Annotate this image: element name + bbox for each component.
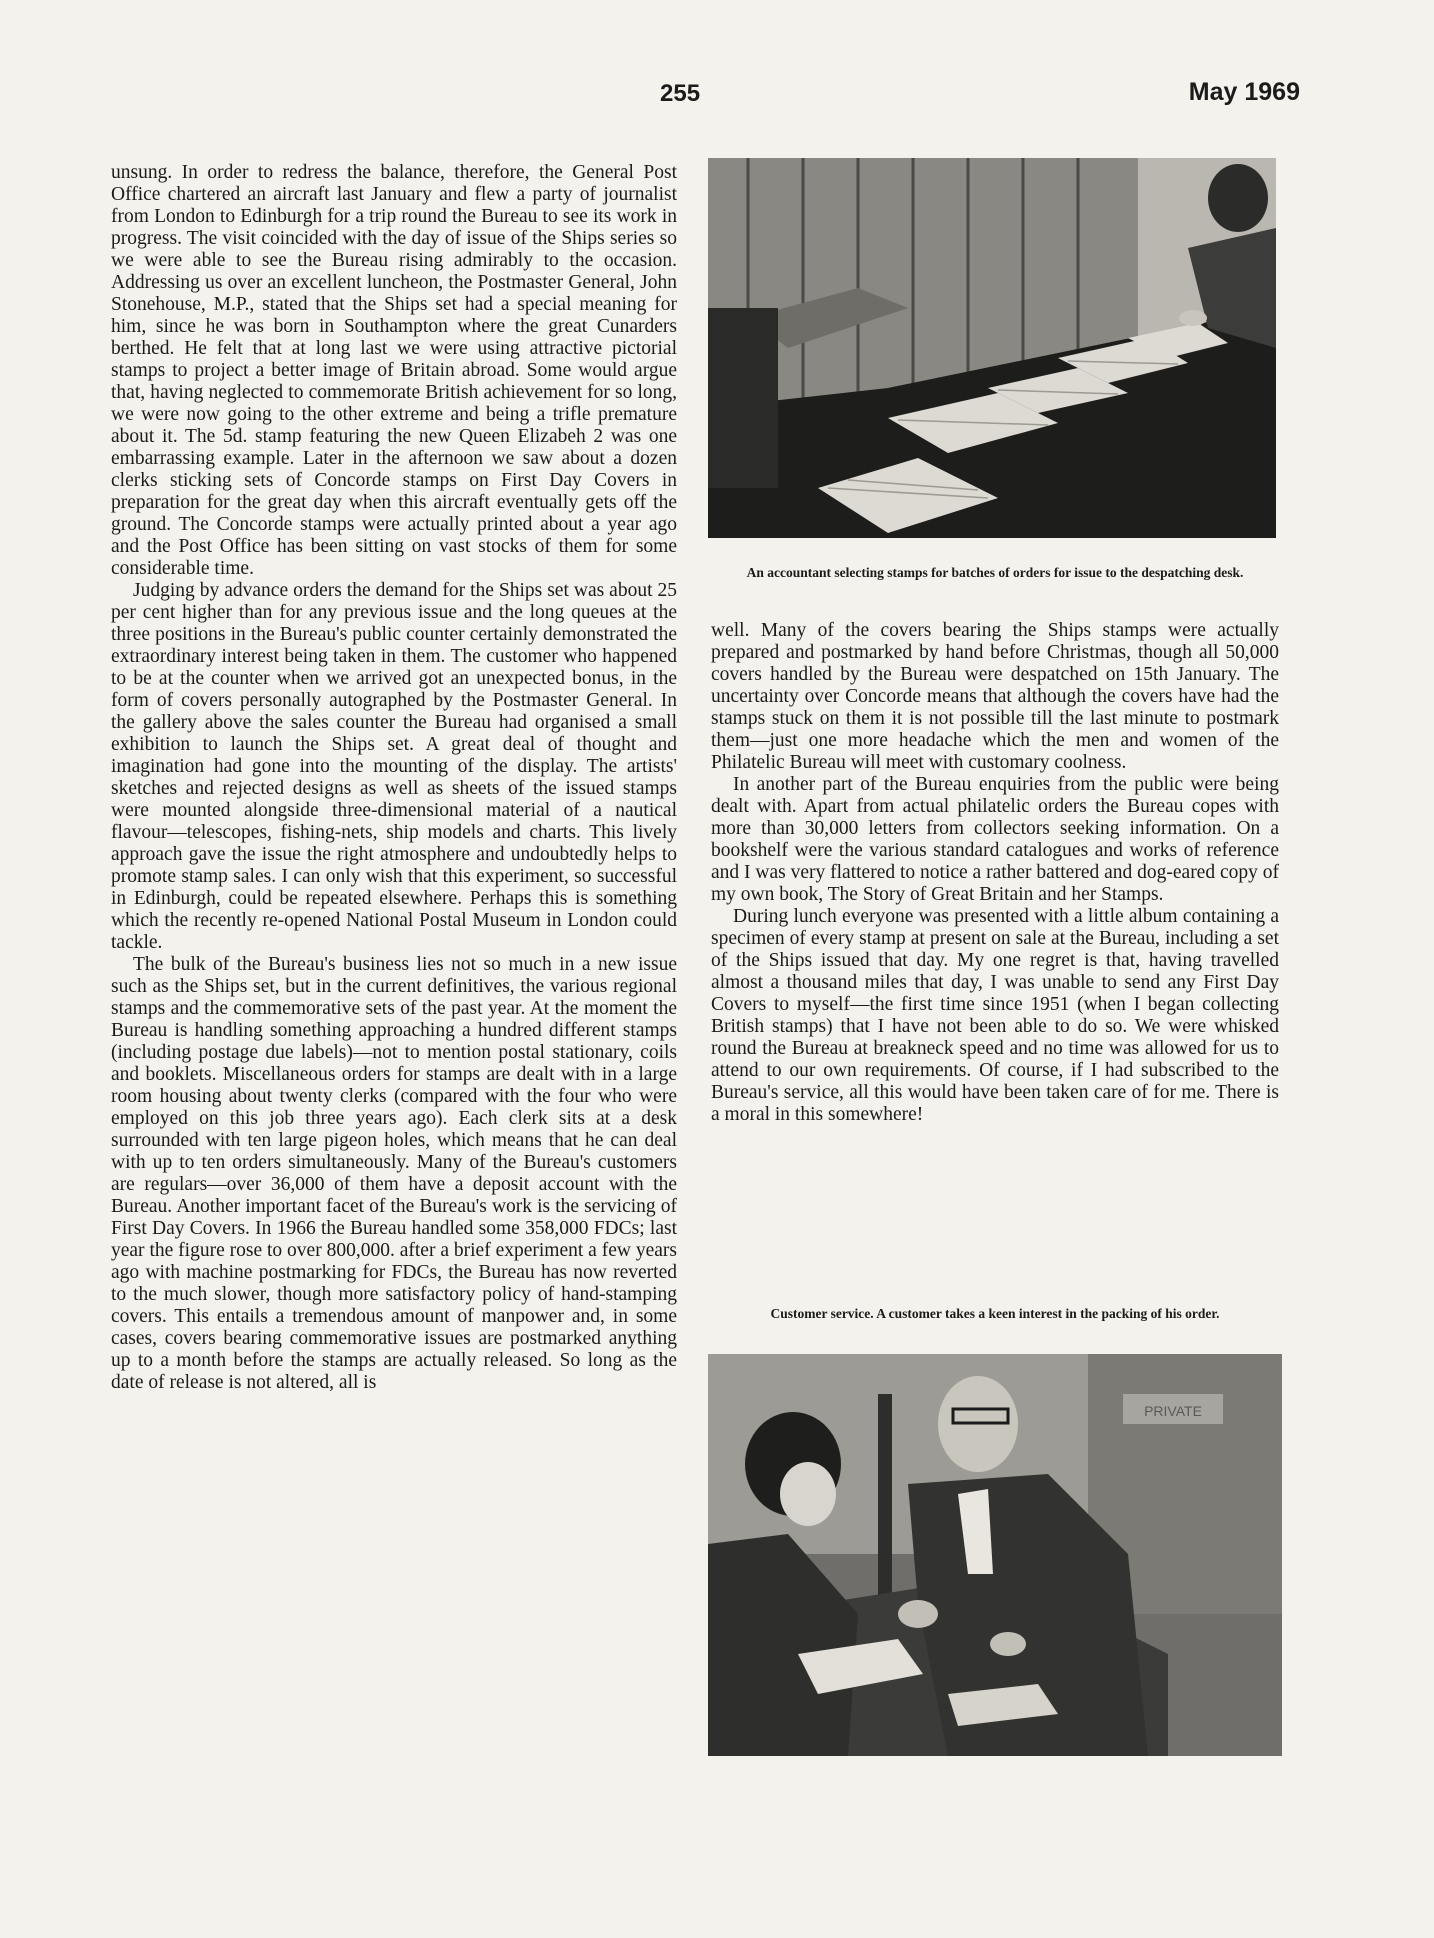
- issue-date: May 1969: [1188, 78, 1300, 106]
- customer-service-photo: [708, 1354, 1282, 1756]
- paragraph: During lunch everyone was presented with a little album containing a specimen of every stamp at present on sale at the Bureau, including a set of the Ships issued that day. My one regret is that, having travelled almost a thousand miles that day, I was unable to send any First Day Covers to myself—the first time since 1951 (when I began collecting British stamps) that I have not been able to do so. We were whisked round the Bureau at breakneck speed and no time was allowed for us to attend to our own requirements. Of course, if I had subscribed to the Bureau's service, all this would have been taken care of for me. There is a moral in this somewhere!: [711, 906, 1279, 1125]
- left-column: [111, 162, 677, 1394]
- accountant-photo: [708, 158, 1276, 538]
- paragraph: well. Many of the covers bearing the Ships stamps were actually prepared and postmarked by hand before Christmas, though all 50,000 covers handled by the Bureau were despatched on 15th January. The uncertainty over Concorde means that although the covers have had the stamps stuck on them it is not possible till the last minute to postmark them—just one more headache which the men and women of the Philatelic Bureau will meet with customary coolness.: [711, 620, 1279, 773]
- paragraph: unsung. In order to redress the balance, therefore, the General Post Office chartered an aircraft last January and flew a party of journalist from London to Edinburgh for a trip round the Bureau to see its work in progress. The visit coincided with the day of issue of the Ships series so we were able to see the Bureau rising admirably to the occasion. Addressing us over an excellent luncheon, the Postmaster General, John Stonehouse, M.P., stated that the Ships set had a special meaning for him, since he was born in Southampton where the great Cunarders berthed. He felt that at long last we were using attractive pictorial stamps to project a better image of Britain abroad. Some would argue that, having neglected to commemorate British achievement for so long, we were now going to the other extreme and being a trifle premature about it. The 5d. stamp featuring the new Queen Elizabeh 2 was one embarrassing example. Later in the afternoon we saw about a dozen clerks sticking sets of Concorde stamps on First Day Covers in preparation for the great day when this aircraft eventually gets off the ground. The Concorde stamps were actually printed about a year ago and the Post Office has been sitting on vast stocks of them for some considerable time.: [111, 162, 677, 579]
- paragraph: The bulk of the Bureau's business lies not so much in a new issue such as the Ships set, but in the current definitives, the various regional stamps and the commemorative sets of the past year. At the moment the Bureau is handling something approaching a hundred different stamps (including postage due labels)—not to mention postal stationary, coils and booklets. Miscellaneous orders for stamps are dealt with in a large room housing about twenty clerks (compared with the four who were employed on this job three years ago). Each clerk sits at a desk surrounded with ten large pigeon holes, which means that he can deal with up to ten orders simultaneously. Many of the Bureau's customers are regulars—over 36,000 of them have a deposit account with the Bureau. Another important facet of the Bureau's work is the servicing of First Day Covers. In 1966 the Bureau handled some 358,000 FDCs; last year the figure rose to over 800,000. after a brief experiment a few years ago with machine postmarking for FDCs, the Bureau has now reverted to the much slower, though more satisfactory policy of hand-stamping covers. This entails a tremendous amount of manpower and, in some cases, covers bearing commemorative issues are postmarked anything up to a month before the stamps are actually released. So long as the date of release is not altered, all is: [111, 954, 677, 1393]
- photo-caption: Customer service. A customer takes a keen interest in the packing of his order.: [770, 1306, 1220, 1321]
- photo-caption: An accountant selecting stamps for batches of orders for issue to the despatching desk.: [746, 565, 1244, 580]
- paragraph: In another part of the Bureau enquiries from the public were being dealt with. Apart from actual philatelic orders the Bureau copes with more than 30,000 letters from collectors seeking information. On a bookshelf were the various standard catalogues and works of reference and I was very flattered to notice a rather battered and dog-eared copy of my own book, The Story of Great Britain and her Stamps.: [711, 774, 1279, 905]
- page-number: 255: [660, 80, 701, 107]
- right-column: [711, 620, 1279, 1126]
- paragraph: Judging by advance orders the demand for the Ships set was about 25 per cent higher than for any previous issue and the long queues at the three positions in the Bureau's public counter certainly demonstrated the extraordinary interest being taken in them. The customer who happened to be at the counter when we arrived got an unexpected bonus, in the form of covers personally autographed by the Postmaster General. In the gallery above the sales counter the Bureau had organised a small exhibition to launch the Ships set. A great deal of thought and imagination had gone into the mounting of the display. The artists' sketches and rejected designs as well as sheets of the issued stamps were mounted alongside three-dimensional material of a nautical flavour—telescopes, fishing-nets, ship models and charts. This lively approach gave the issue the right atmosphere and undoubtedly helps to promote stamp sales. I can only wish that this experiment, so successful in Edinburgh, could be repeated elsewhere. Perhaps this is something which the recently re-opened National Postal Museum in London could tackle.: [111, 580, 677, 953]
- private-sign-text: PRIVATE: [1144, 1403, 1202, 1419]
